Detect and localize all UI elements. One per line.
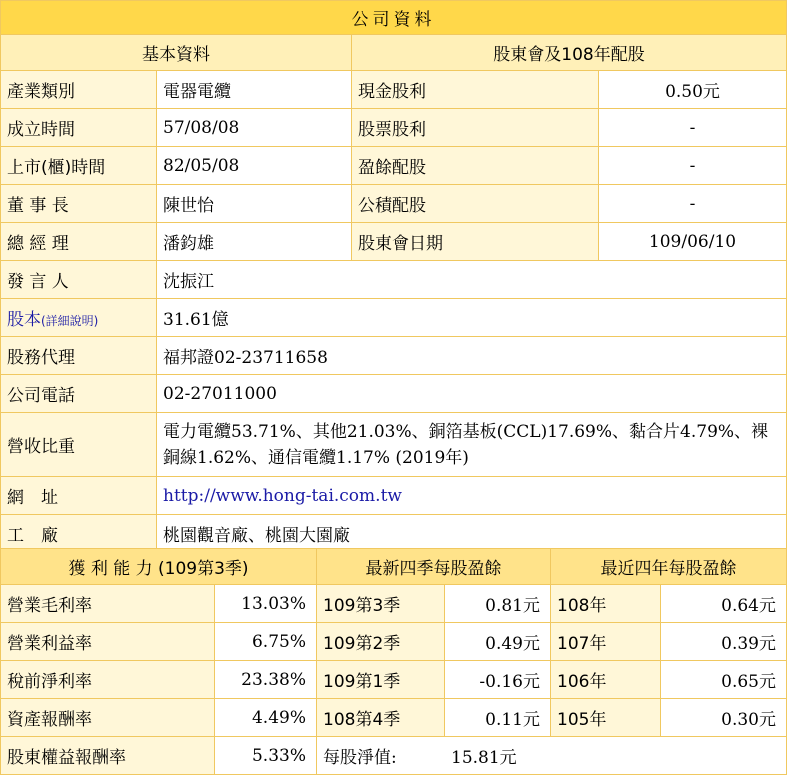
capital-label-cell[interactable] (1, 299, 157, 337)
profit-label: 營業利益率 (1, 623, 215, 661)
industry-value: 電器電纜 (157, 71, 352, 109)
dividend-header: 股東會及108年配股 (352, 35, 787, 71)
year-label: 107年 (551, 623, 661, 661)
industry-label: 產業類別 (1, 71, 157, 109)
cash-dividend-value: 0.50元 (599, 71, 787, 109)
reserve-dividend-label: 公積配股 (352, 185, 599, 223)
gm-value: 潘鈞雄 (157, 223, 352, 261)
quarter-eps: -0.16元 (445, 661, 551, 699)
founded-value: 57/08/08 (157, 109, 352, 147)
stock-dividend-value: - (599, 109, 787, 147)
year-eps: 0.65元 (661, 661, 787, 699)
table-row (1, 699, 787, 737)
capital-value: 31.61億 (157, 299, 787, 337)
year-eps: 0.30元 (661, 699, 787, 737)
year-eps: 0.39元 (661, 623, 787, 661)
quarter-eps: 0.81元 (445, 585, 551, 623)
revenue-label: 營收比重 (1, 413, 157, 477)
cash-dividend-label: 現金股利 (352, 71, 599, 109)
profit-label: 稅前淨利率 (1, 661, 215, 699)
phone-label: 公司電話 (1, 375, 157, 413)
table-row (1, 623, 787, 661)
bvps-label: 每股淨值: (323, 748, 397, 768)
profit-value: 13.03% (215, 585, 317, 623)
chairman-value: 陳世怡 (157, 185, 352, 223)
factory-label: 工 廠 (1, 515, 157, 553)
bvps-value: 15.81元 (451, 748, 517, 768)
capital-detail-link[interactable]: (詳細說明) (41, 314, 99, 328)
profit-table (0, 548, 787, 775)
capital-link[interactable] (7, 310, 98, 330)
year-eps: 0.64元 (661, 585, 787, 623)
factory-value: 桃園觀音廠、桃園大園廠 (157, 515, 787, 553)
phone-value: 02-27011000 (157, 375, 787, 413)
basic-header: 基本資料 (1, 35, 352, 71)
quarter-eps: 0.49元 (445, 623, 551, 661)
quarter-label: 109第1季 (317, 661, 445, 699)
profit-value: 4.49% (215, 699, 317, 737)
agent-value: 福邦證02-23711658 (157, 337, 787, 375)
revenue-value: 電力電纜53.71%、其他21.03%、銅箔基板(CCL)17.69%、黏合片4.79%、裸銅線1.62%、通信電纜1.17% (2019年) (157, 413, 787, 477)
earnings-dividend-label: 盈餘配股 (352, 147, 599, 185)
spokesman-label: 發 言 人 (1, 261, 157, 299)
table-row (1, 737, 787, 775)
table-row (1, 585, 787, 623)
profit-header: 獲 利 能 力 (109第3季) (1, 549, 317, 585)
reserve-dividend-value: - (599, 185, 787, 223)
agent-label: 股務代理 (1, 337, 157, 375)
founded-label: 成立時間 (1, 109, 157, 147)
profit-value: 6.75% (215, 623, 317, 661)
meeting-date-value: 109/06/10 (599, 223, 787, 261)
listed-value: 82/05/08 (157, 147, 352, 185)
meeting-date-label: 股東會日期 (352, 223, 599, 261)
capital-label[interactable]: 股本 (7, 310, 41, 330)
quarter-label: 109第3季 (317, 585, 445, 623)
website-label: 網 址 (1, 477, 157, 515)
listed-label: 上市(櫃)時間 (1, 147, 157, 185)
profit-value: 23.38% (215, 661, 317, 699)
table-row (1, 661, 787, 699)
bvps-cell (317, 737, 787, 775)
profit-label: 營業毛利率 (1, 585, 215, 623)
profit-label: 資產報酬率 (1, 699, 215, 737)
year-label: 105年 (551, 699, 661, 737)
chairman-label: 董 事 長 (1, 185, 157, 223)
roe-value: 5.33% (215, 737, 317, 775)
spokesman-value: 沈振江 (157, 261, 787, 299)
quarter-eps: 0.11元 (445, 699, 551, 737)
eps-4q-header: 最新四季每股盈餘 (317, 549, 551, 585)
table-title: 公司資料 (1, 1, 787, 35)
quarter-label: 109第2季 (317, 623, 445, 661)
quarter-label: 108第4季 (317, 699, 445, 737)
earnings-dividend-value: - (599, 147, 787, 185)
gm-label: 總 經 理 (1, 223, 157, 261)
year-label: 108年 (551, 585, 661, 623)
roe-label: 股東權益報酬率 (1, 737, 215, 775)
year-label: 106年 (551, 661, 661, 699)
stock-dividend-label: 股票股利 (352, 109, 599, 147)
eps-4y-header: 最近四年每股盈餘 (551, 549, 787, 585)
website-link[interactable]: http://www.hong-tai.com.tw (163, 485, 402, 506)
